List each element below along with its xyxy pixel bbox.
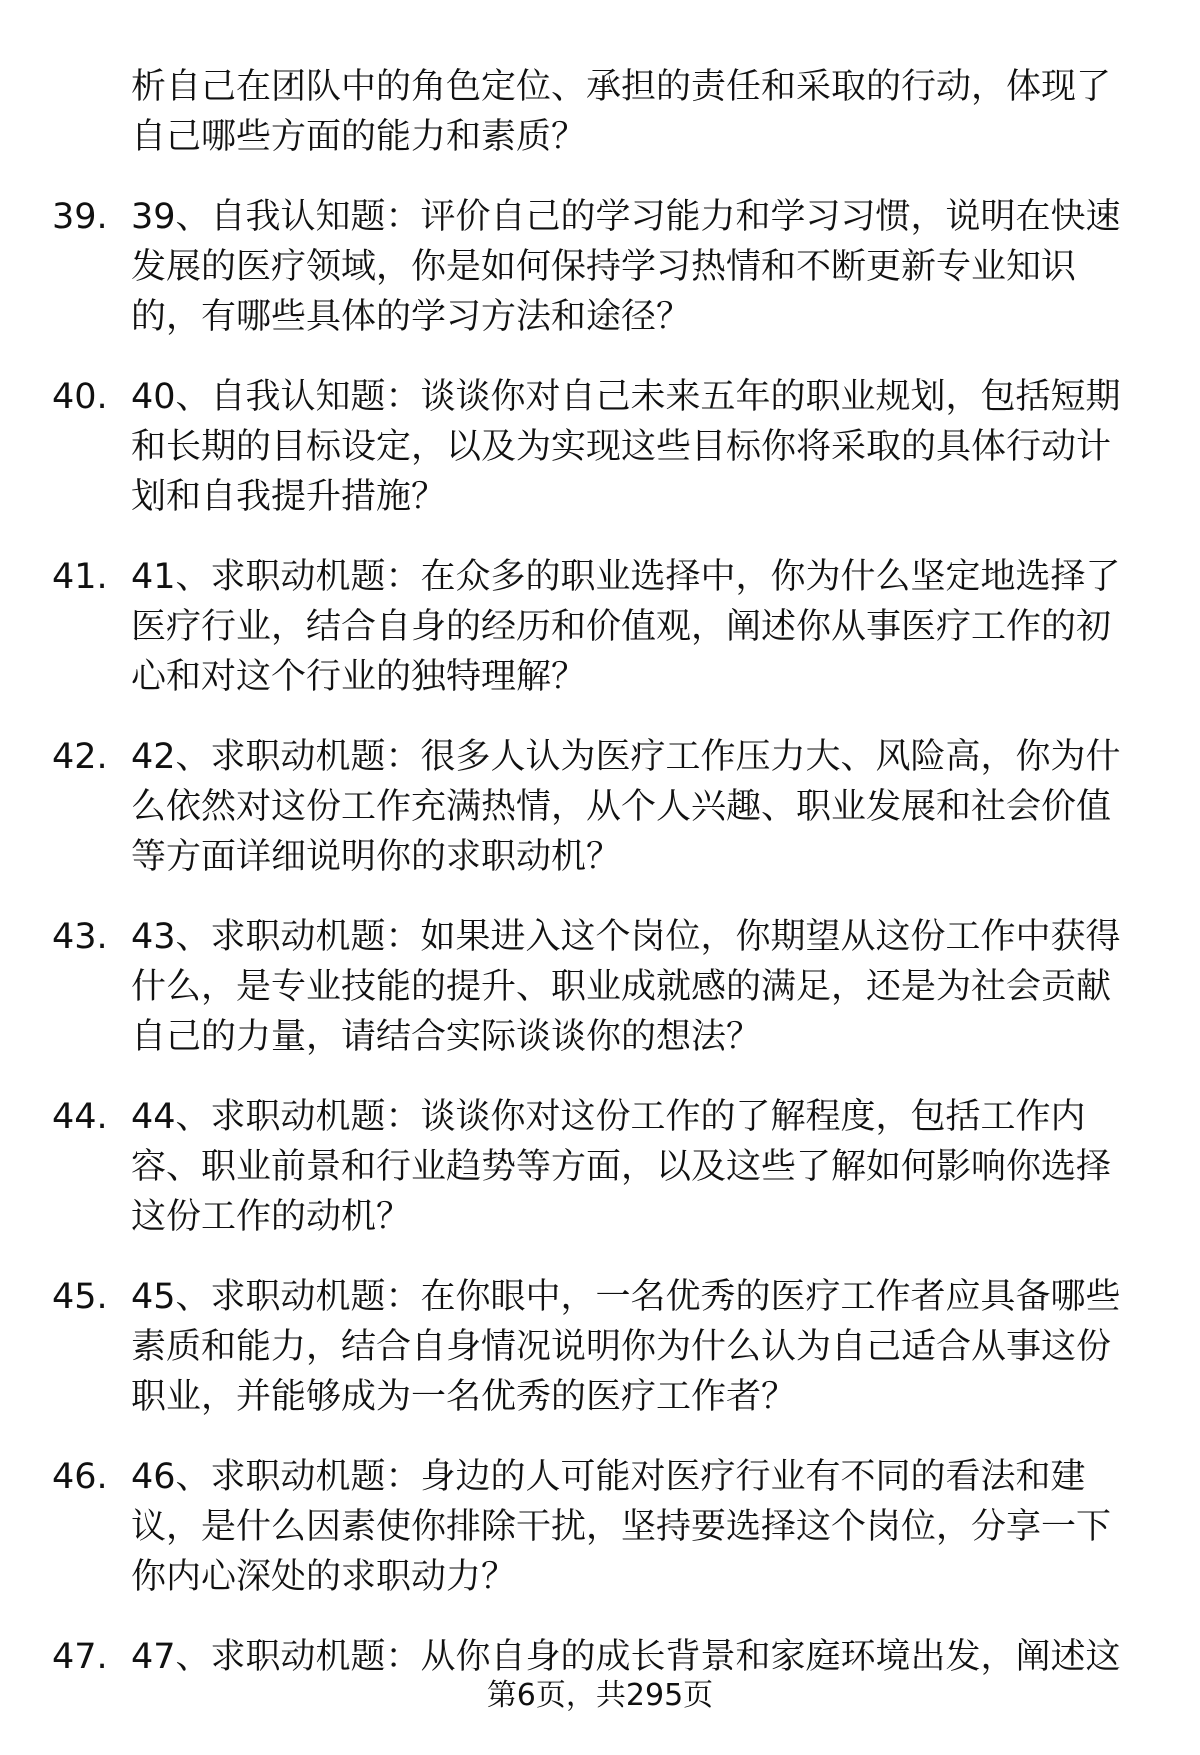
- question-number: 43.: [52, 917, 108, 957]
- question-item: [0, 192, 1200, 342]
- question-number: 41.: [52, 557, 108, 597]
- question-number: 45.: [52, 1277, 108, 1317]
- question-item: [0, 1092, 1200, 1242]
- question-list: [0, 62, 1200, 1682]
- question-number: 44.: [52, 1097, 108, 1137]
- question-number: 47.: [52, 1637, 108, 1677]
- question-item: [0, 1632, 1200, 1682]
- question-text: [131, 1452, 1171, 1602]
- question-line: 容、职业前景和行业趋势等方面，以及这些了解如何影响你选择: [131, 1147, 1112, 1187]
- question-text: [131, 62, 1171, 162]
- question-line: 44、求职动机题：谈谈你对这份工作的了解程度，包括工作内: [131, 1097, 1086, 1137]
- question-line: 发展的医疗领域，你是如何保持学习热情和不断更新专业知识: [131, 247, 1077, 287]
- question-item: [0, 1272, 1200, 1422]
- question-line: 议，是什么因素使你排除干扰，坚持要选择这个岗位，分享一下: [131, 1507, 1112, 1547]
- question-line: 47、求职动机题：从你自身的成长背景和家庭环境出发，阐述这: [131, 1637, 1121, 1677]
- question-item: [0, 552, 1200, 702]
- question-text: [131, 192, 1171, 342]
- question-text: [131, 372, 1171, 522]
- question-line: 职业，并能够成为一名优秀的医疗工作者？: [131, 1377, 797, 1417]
- question-item: [0, 732, 1200, 882]
- question-item: [0, 62, 1200, 162]
- question-line: 和长期的目标设定，以及为实现这些目标你将采取的具体行动计: [131, 427, 1112, 467]
- question-text: [131, 1092, 1171, 1242]
- question-text: [131, 1632, 1171, 1682]
- question-item: [0, 912, 1200, 1062]
- question-number: 40.: [52, 377, 108, 417]
- question-line: 的，有哪些具体的学习方法和途径？: [131, 297, 692, 337]
- question-line: 自己哪些方面的能力和素质？: [131, 117, 587, 157]
- question-line: 么依然对这份工作充满热情，从个人兴趣、职业发展和社会价值: [131, 787, 1112, 827]
- question-line: 40、自我认知题：谈谈你对自己未来五年的职业规划，包括短期: [131, 377, 1121, 417]
- question-number: 46.: [52, 1457, 108, 1497]
- question-line: 素质和能力，结合自身情况说明你为什么认为自己适合从事这份: [131, 1327, 1112, 1367]
- question-text: [131, 552, 1171, 702]
- question-line: 析自己在团队中的角色定位、承担的责任和采取的行动，体现了: [131, 67, 1112, 107]
- question-line: 医疗行业，结合自身的经历和价值观，阐述你从事医疗工作的初: [131, 607, 1112, 647]
- page-footer: 第6页，共295页: [486, 1678, 714, 1713]
- question-line: 41、求职动机题：在众多的职业选择中，你为什么坚定地选择了: [131, 557, 1121, 597]
- question-item: [0, 372, 1200, 522]
- question-line: 等方面详细说明你的求职动机？: [131, 837, 622, 877]
- question-line: 自己的力量，请结合实际谈谈你的想法？: [131, 1017, 762, 1057]
- question-line: 你内心深处的求职动力？: [131, 1557, 517, 1597]
- question-line: 43、求职动机题：如果进入这个岗位，你期望从这份工作中获得: [131, 917, 1121, 957]
- question-line: 心和对这个行业的独特理解？: [131, 657, 587, 697]
- question-text: [131, 912, 1171, 1062]
- question-line: 46、求职动机题：身边的人可能对医疗行业有不同的看法和建: [131, 1457, 1086, 1497]
- question-line: 42、求职动机题：很多人认为医疗工作压力大、风险高，你为什: [131, 737, 1121, 777]
- question-line: 划和自我提升措施？: [131, 477, 447, 517]
- question-text: [131, 1272, 1171, 1422]
- question-line: 这份工作的动机？: [131, 1197, 412, 1237]
- question-line: 什么，是专业技能的提升、职业成就感的满足，还是为社会贡献: [131, 967, 1112, 1007]
- question-text: [131, 732, 1171, 882]
- question-line: 45、求职动机题：在你眼中，一名优秀的医疗工作者应具备哪些: [131, 1277, 1121, 1317]
- question-number: 39.: [52, 197, 108, 237]
- question-number: 42.: [52, 737, 108, 777]
- question-line: 39、自我认知题：评价自己的学习能力和学习习惯，说明在快速: [131, 197, 1121, 237]
- question-item: [0, 1452, 1200, 1602]
